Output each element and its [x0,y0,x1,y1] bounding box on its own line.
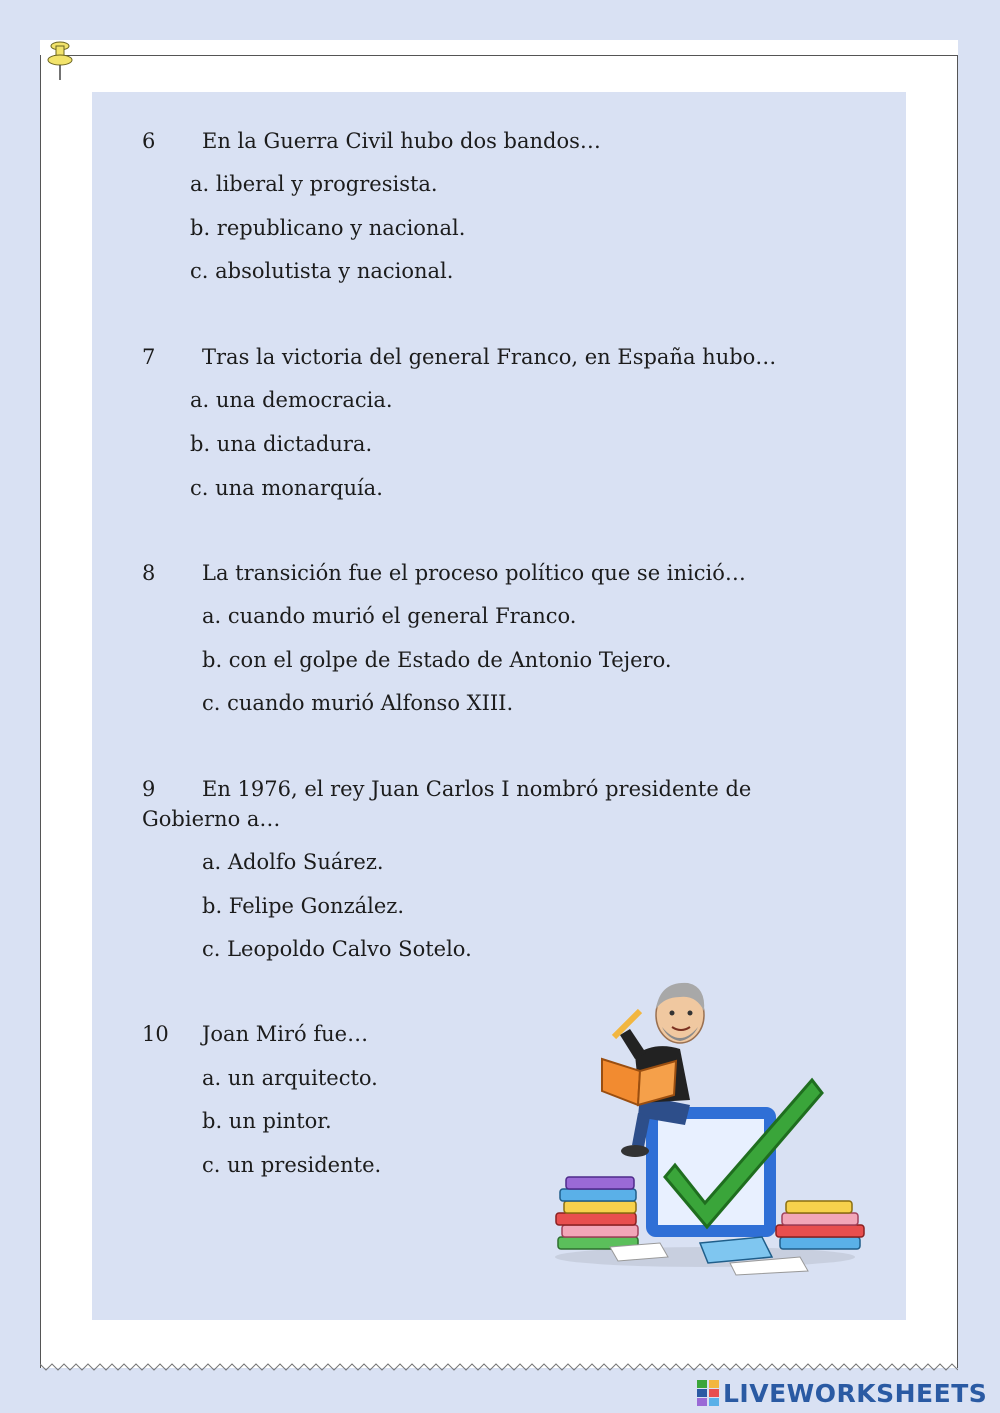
books-right-icon [776,1201,864,1249]
question-number: 10 [142,1022,169,1046]
sheet-right-border [957,55,958,1368]
option-9c[interactable]: c. Leopoldo Calvo Sotelo. [202,937,472,961]
sheet-left-border [40,55,41,1368]
liveworksheets-logo-icon [697,1380,719,1406]
question-number: 6 [142,129,156,153]
sheet-top-border [54,55,958,56]
option-9b[interactable]: b. Felipe González. [202,894,405,918]
option-7c[interactable]: c. una monarquía. [190,476,383,500]
question-8 [142,558,746,588]
pushpin-icon [46,40,74,82]
question-number: 8 [142,561,156,585]
question-10 [142,1019,368,1049]
sheet-zigzag-edge [40,1362,958,1372]
option-8c[interactable]: c. cuando murió Alfonso XIII. [202,691,514,715]
question-7 [142,342,776,372]
option-6b[interactable]: b. republicano y nacional. [190,216,466,240]
question-6 [142,126,601,156]
liveworksheets-brand[interactable] [697,1378,987,1408]
option-10a[interactable]: a. un arquitecto. [202,1066,378,1090]
question-number: 9 [142,777,156,801]
option-9a[interactable]: a. Adolfo Suárez. [202,850,384,874]
question-text: En la Guerra Civil hubo dos bandos… [202,129,601,153]
question-text: Tras la victoria del general Franco, en España hubo… [202,345,777,369]
option-7a[interactable]: a. una democracia. [190,388,393,412]
teacher-checkmark-illustration [540,975,870,1280]
brand-name: LIVEWORKSHEETS [723,1378,988,1408]
question-text: Joan Miró fue… [202,1022,369,1046]
option-6c[interactable]: c. absolutista y nacional. [190,259,454,283]
books-left-icon [556,1177,638,1249]
question-9 [142,774,832,834]
option-8a[interactable]: a. cuando murió el general Franco. [202,604,577,628]
option-6a[interactable]: a. liberal y progresista. [190,172,438,196]
question-text: En 1976, el rey Juan Carlos I nombró presidente de Gobierno a… [142,777,752,831]
option-7b[interactable]: b. una dictadura. [190,432,373,456]
question-number: 7 [142,345,156,369]
question-text: La transición fue el proceso político que se inició… [202,561,746,585]
option-8b[interactable]: b. con el golpe de Estado de Antonio Tejero. [202,648,672,672]
option-10c[interactable]: c. un presidente. [202,1153,382,1177]
option-10b[interactable]: b. un pintor. [202,1109,332,1133]
